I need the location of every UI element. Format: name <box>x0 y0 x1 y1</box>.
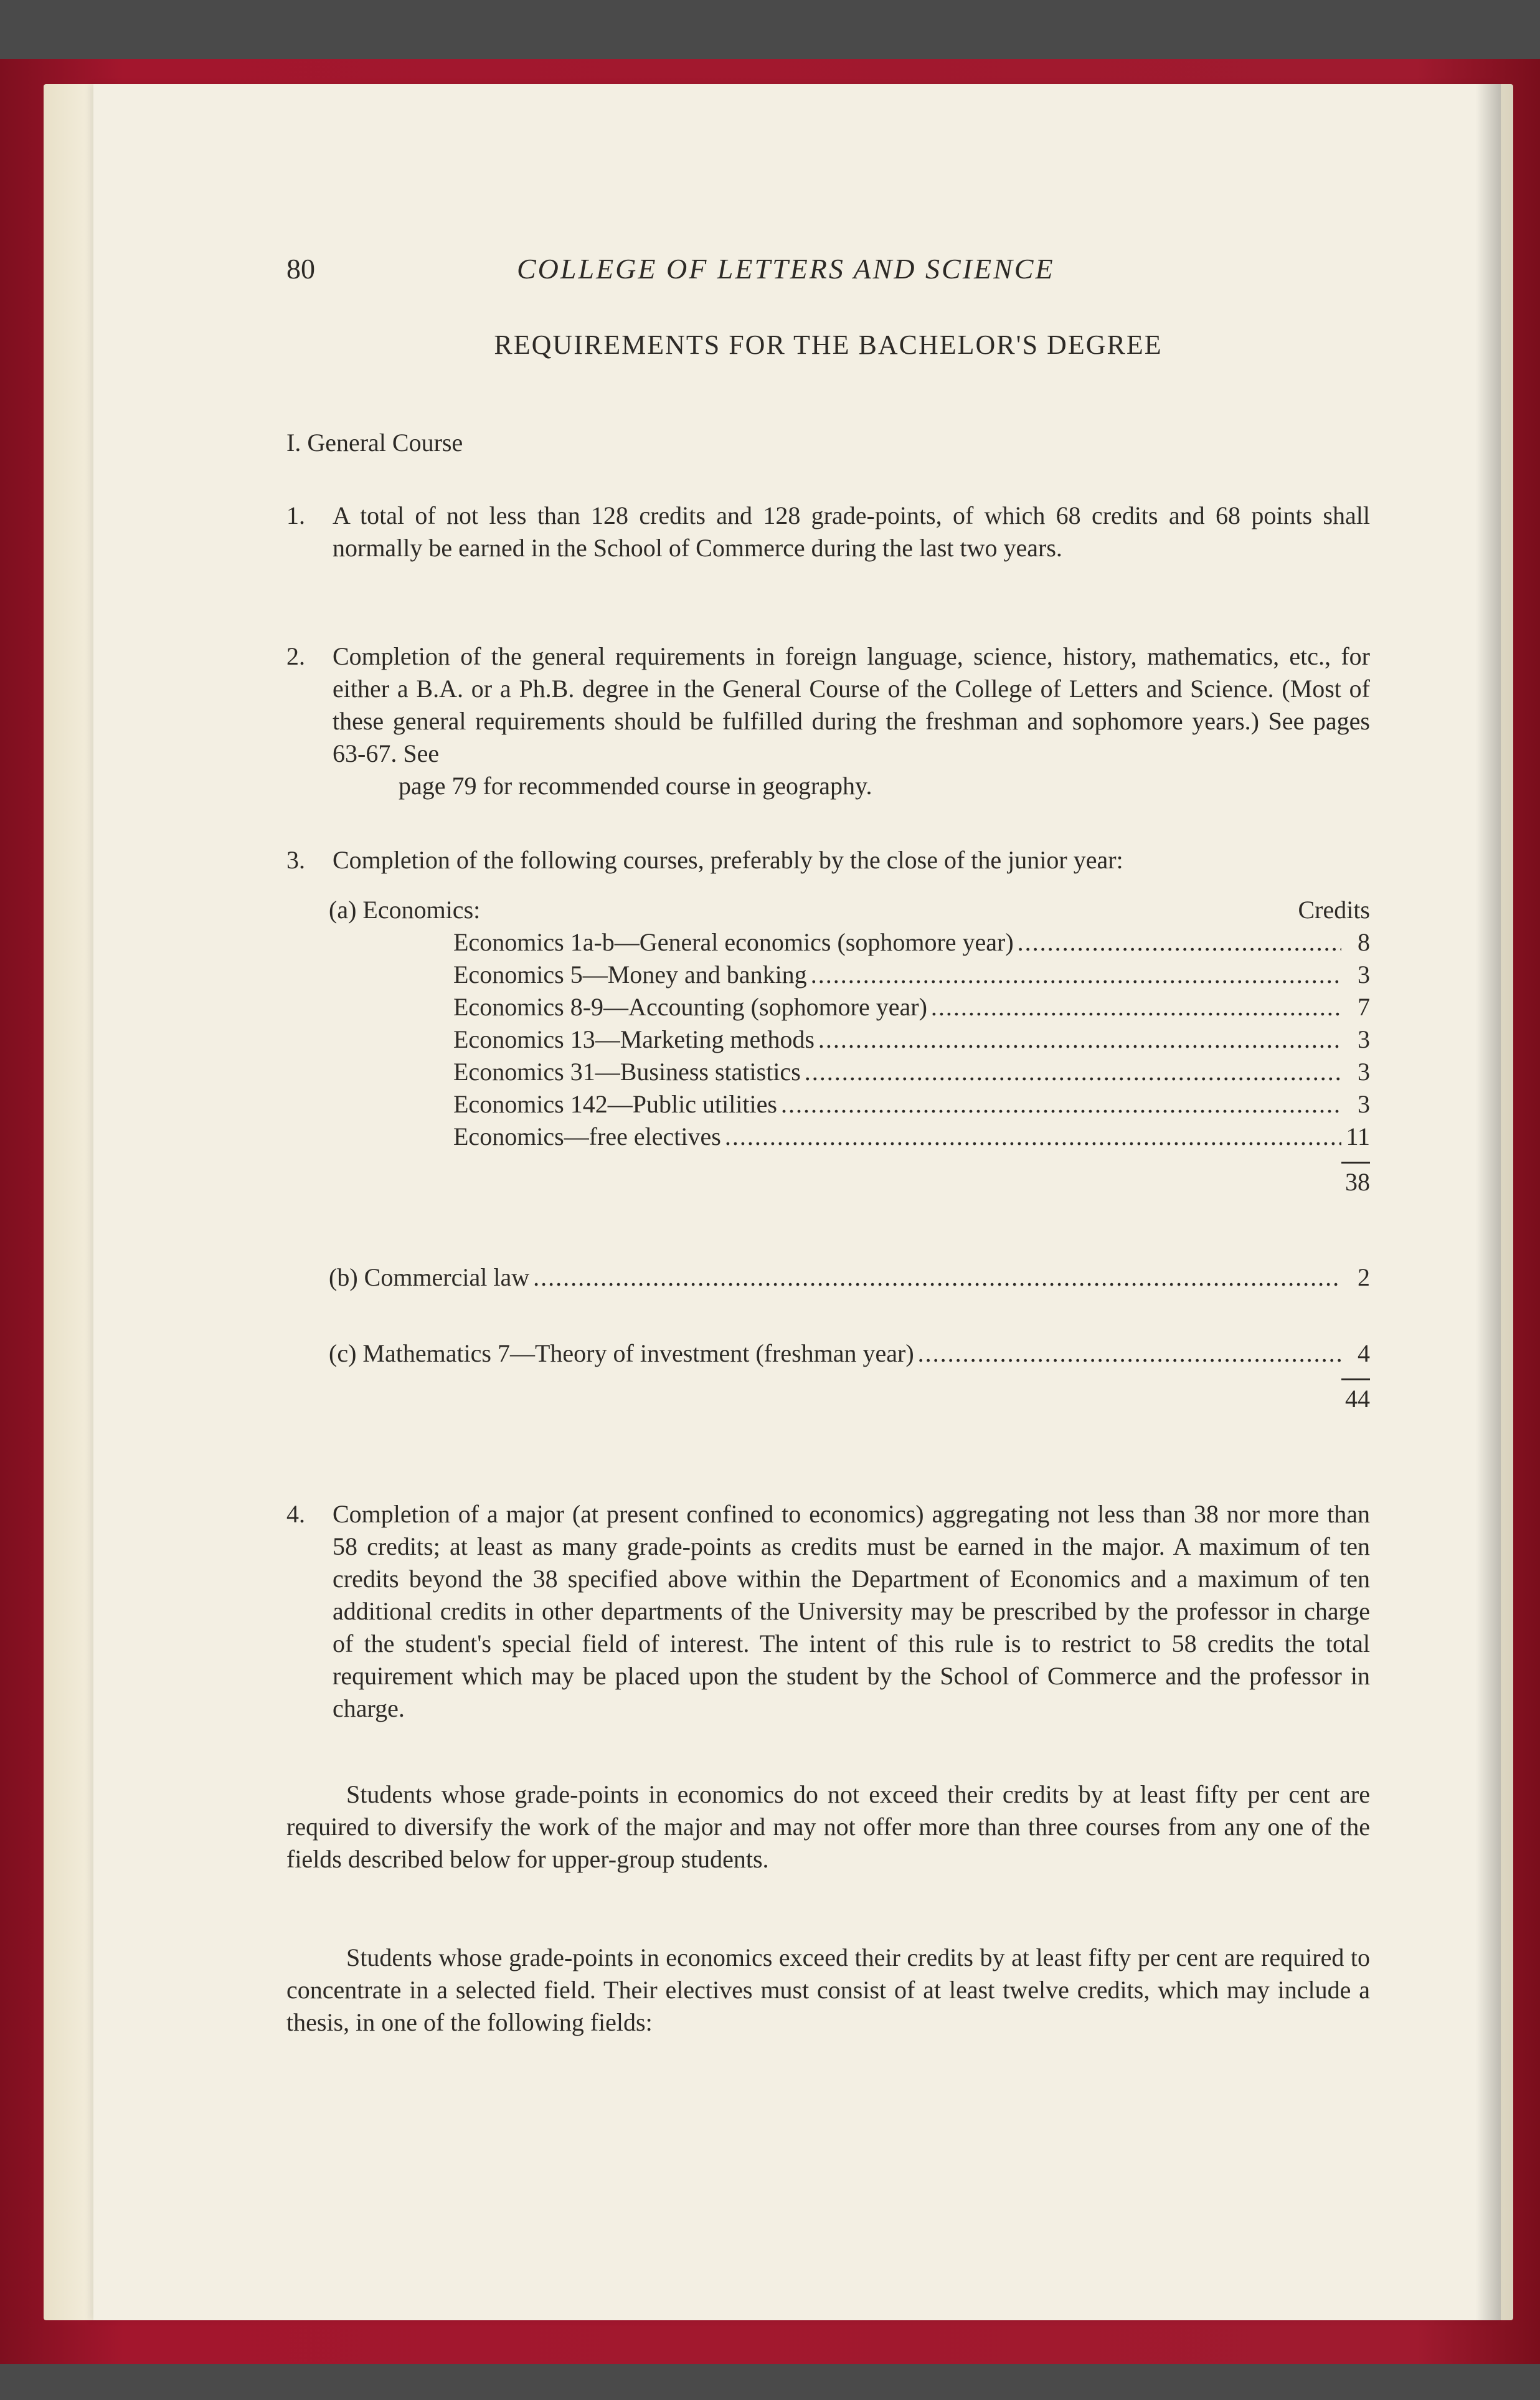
leader-dots <box>811 959 1341 991</box>
total-rule <box>1341 1378 1370 1380</box>
requirement-item-4 <box>286 1498 1370 1725</box>
paragraph-text: Students whose grade-points in economics do not exceed their credits by at least fifty per cent are required to diversify the work of the major and may not offer more than three courses from any one of the fields described below for upper-group students. <box>286 1780 1370 1873</box>
page-gutter-shadow <box>1476 84 1501 2320</box>
leader-dots <box>805 1056 1341 1088</box>
course-credits: 3 <box>1358 960 1370 989</box>
course-credits: 3 <box>1358 1090 1370 1118</box>
paragraph-diversify <box>286 1778 1370 1876</box>
page-title: REQUIREMENTS FOR THE BACHELOR'S DEGREE <box>494 330 1163 360</box>
course-credits: 7 <box>1358 993 1370 1021</box>
running-header <box>286 252 1370 290</box>
course-row <box>453 926 1370 959</box>
item-number: 4. <box>286 1500 305 1528</box>
course-label: Economics—free electives <box>453 1122 721 1150</box>
requirement-item-2 <box>286 640 1370 802</box>
course-credits: 8 <box>1358 928 1370 956</box>
requirement-item-3 <box>286 844 1370 876</box>
economics-course-table <box>329 894 1370 1198</box>
paragraph-concentrate <box>286 1942 1370 2039</box>
mathematics-label: (c) Mathematics 7—Theory of investment (freshman year) <box>329 1339 914 1367</box>
course-label: Economics 5—Money and banking <box>453 960 807 989</box>
item-text-continuation: page 79 for recommended course in geography. <box>399 772 872 800</box>
leader-dots <box>818 1023 1341 1056</box>
subtotal-rule <box>1341 1162 1370 1164</box>
course-row <box>453 1056 1370 1088</box>
mathematics-credits: 4 <box>1358 1339 1370 1367</box>
economics-heading: (a) Economics: <box>329 896 481 924</box>
item-text: Completion of the following courses, preferably by the close of the junior year: <box>333 846 1123 874</box>
page-number: 80 <box>286 253 315 285</box>
leader-dots <box>781 1088 1341 1121</box>
course-credits: 3 <box>1358 1058 1370 1086</box>
commercial-law-label: (b) Commercial law <box>329 1263 530 1291</box>
item-text: Completion of a major (at present confined to economics) aggregating not less than 38 nor more than 58 credits; at least as many grade-points as credits must be earned in the major. A maximum of ten credits beyond the 38 specified above within the Department of Economics and a maximum of ten additional credits in other departments of the University may be prescribed by the professor in charge of the student's special field of interest. The intent of this rule is to restrict to 58 credits the total requirement which may be placed upon the student by the School of Commerce and the professor in charge. <box>333 1500 1370 1722</box>
item-number: 3. <box>286 846 305 874</box>
course-label: Economics 1a-b—General economics (sophomore year) <box>453 928 1014 956</box>
mathematics-row <box>329 1337 1370 1415</box>
section-heading: I. General Course <box>286 429 463 457</box>
course-row <box>453 1023 1370 1056</box>
item-text: Completion of the general requirements in foreign language, science, history, mathematics, etc., for either a B.A. or a Ph.B. degree in the General Course of the College of Letters and Science. (Most of these general requirements should be fulfilled during the freshman and sophomore years.) See pages 63-67. See <box>333 642 1370 767</box>
course-label: Economics 142—Public utilities <box>453 1090 777 1118</box>
course-label: Economics 8-9—Accounting (sophomore year) <box>453 993 927 1021</box>
course-row <box>453 991 1370 1023</box>
commercial-law-row <box>329 1261 1370 1294</box>
leader-dots <box>918 1337 1341 1370</box>
paragraph-text: Students whose grade-points in economics exceed their credits by at least fifty per cent are required to concentrate in a selected field. Their electives must consist of at least twelve credits, which may include a thesis, in one of the following fields: <box>286 1943 1370 2036</box>
course-row <box>453 1121 1370 1153</box>
item-text: A total of not less than 128 credits and 128 grade-points, of which 68 credits and 68 points shall normally be earned in the School of Commerce during the last two years. <box>333 501 1370 562</box>
leader-dots <box>533 1261 1341 1294</box>
leader-dots <box>1018 926 1341 959</box>
course-row <box>453 959 1370 991</box>
item-number: 1. <box>286 501 305 529</box>
course-row <box>453 1088 1370 1121</box>
leader-dots <box>725 1121 1341 1153</box>
credits-column-heading: Credits <box>1298 896 1370 924</box>
running-title: COLLEGE OF LETTERS AND SCIENCE <box>517 253 1055 285</box>
requirement-item-1 <box>286 500 1370 564</box>
course-credits: 11 <box>1346 1122 1370 1150</box>
leader-dots <box>931 991 1341 1023</box>
grand-total: 44 <box>1345 1385 1370 1413</box>
course-credits: 3 <box>1358 1025 1370 1053</box>
item-number: 2. <box>286 642 305 670</box>
course-label: Economics 31—Business statistics <box>453 1058 801 1086</box>
commercial-law-credits: 2 <box>1358 1263 1370 1291</box>
economics-subtotal: 38 <box>1345 1168 1370 1196</box>
course-label: Economics 13—Marketing methods <box>453 1025 815 1053</box>
